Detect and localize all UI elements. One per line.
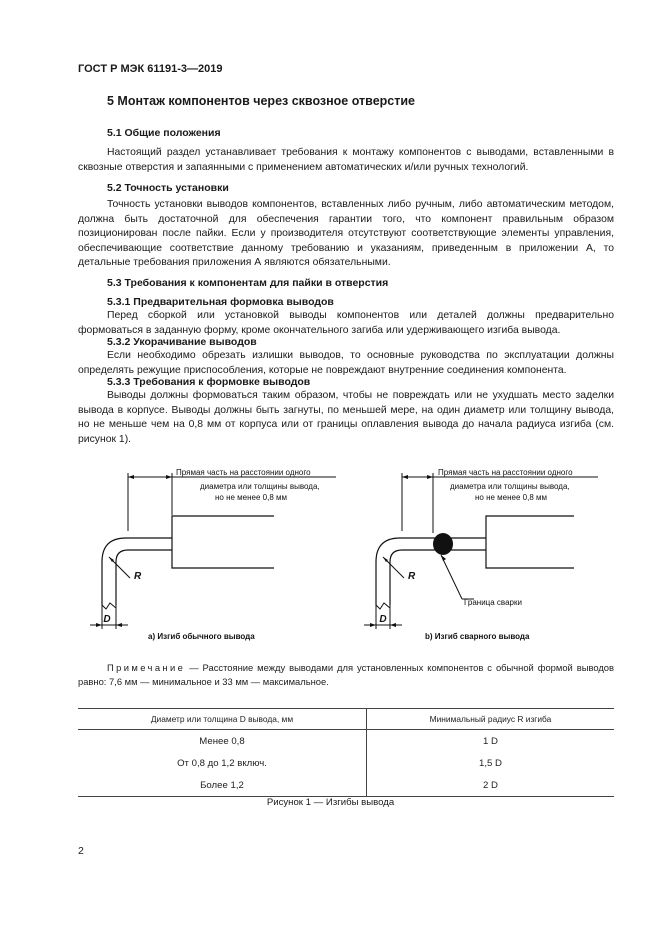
subsection-5-3-1-text: Перед сборкой или установкой выводы компонентов или деталей должны предварительно формоваться в заданную форму, кроме окончательного загиба или удерживающего изгиба вывода. bbox=[78, 310, 614, 336]
table-row bbox=[78, 730, 614, 753]
component-body-a bbox=[172, 516, 274, 568]
d-label-b: D bbox=[379, 614, 387, 625]
caption-a: а) Изгиб обычного вывода bbox=[148, 632, 255, 641]
diagram-a bbox=[90, 468, 336, 641]
note-label: Примечание bbox=[107, 662, 186, 673]
table-cell: От 0,8 до 1,2 включ. bbox=[177, 757, 267, 769]
page-number: 2 bbox=[78, 845, 84, 857]
subsection-5-3-title: 5.3 Требования к компонентам для пайки в отверстия bbox=[107, 277, 389, 289]
table-cell: 1 D bbox=[366, 730, 614, 753]
subsection-5-3-2-text: Если необходимо обрезать излишки выводов, то основные руководства по эксплуатации должны определять режущие приспособления, которые не повреждают внутренние соединения компонента. bbox=[78, 350, 614, 376]
figure-note bbox=[78, 661, 614, 689]
subsection-5-3-2-title: 5.3.2 Укорачивание выводов bbox=[107, 336, 257, 348]
weld-bead bbox=[433, 533, 453, 555]
table-header-row bbox=[78, 709, 614, 730]
table-header-radius: Минимальный радиус R изгиба bbox=[366, 709, 614, 730]
radius-label-a: R bbox=[134, 571, 142, 582]
document-header: ГОСТ Р МЭК 61191-3—2019 bbox=[78, 63, 223, 75]
figure-caption: Рисунок 1 — Изгибы вывода bbox=[266, 797, 395, 808]
subsection-5-2-title: 5.2 Точность установки bbox=[107, 182, 229, 194]
dim-label-line3-a: но не менее 0,8 мм bbox=[215, 493, 288, 502]
dim-label-line2-a: диаметра или толщины вывода, bbox=[200, 482, 320, 491]
lead-bend-drawing bbox=[78, 465, 598, 645]
table-cell: 1,5 D bbox=[366, 752, 614, 774]
table-header-diameter: Диаметр или толщина D вывода, мм bbox=[78, 709, 366, 730]
lead-bend-figure bbox=[78, 465, 598, 650]
dim-label-line3-b: но не менее 0,8 мм bbox=[475, 493, 548, 502]
diagram-b bbox=[364, 468, 598, 641]
lead-outer-b bbox=[376, 538, 486, 605]
weld-boundary-label: Граница сварки bbox=[464, 598, 522, 607]
section-title: 5 Монтаж компонентов через сквозное отверстие bbox=[107, 94, 415, 108]
bend-radius-table bbox=[78, 708, 614, 797]
caption-b: b) Изгиб сварного вывода bbox=[425, 632, 530, 641]
table-cell: 2 D bbox=[366, 774, 614, 797]
dim-label-line1-a: Прямая часть на расстоянии одного bbox=[176, 468, 311, 477]
subsection-5-3-3-text: Выводы должны формоваться таким образом, чтобы не повреждать или не ухудшать место заделки вывода в корпусе. Выводы должны быть загнуты, по меньшей мере, на один диаметр или толщину вывода, но не меньше чем на 0,8 мм от корпуса или от границы оплавления вывода до начала радиуса изгиба (см. рисунок 1). bbox=[78, 390, 614, 445]
table-row bbox=[78, 774, 614, 797]
d-label-a: D bbox=[103, 614, 111, 625]
subsection-5-3-1-title: 5.3.1 Предварительная формовка выводов bbox=[107, 296, 334, 308]
table-cell: Менее 0,8 bbox=[199, 735, 245, 747]
subsection-5-3-3-title: 5.3.3 Требования к формовке выводов bbox=[107, 376, 311, 388]
table-cell: Более 1,2 bbox=[78, 774, 366, 797]
lead-break-a bbox=[102, 603, 116, 609]
table-row bbox=[78, 752, 614, 774]
dim-label-line2-b: диаметра или толщины вывода, bbox=[450, 482, 570, 491]
lead-inner-a bbox=[116, 550, 172, 605]
subsection-5-2-text: Точность установки выводов компонентов, вставленных либо ручным, либо автоматическим методом, должна быть достаточной для обеспечения гарантии того, что компонент правильным образом позиционирован после пайки. Если у производителя отсутствуют соответствующие элементы управления, обеспечивающие соответствие данному требованию и указаниям, приведенным в приложении А, то детальные требования приложения А являются обязательными. bbox=[78, 199, 614, 269]
component-body-b bbox=[486, 516, 574, 568]
lead-inner-b bbox=[390, 550, 486, 605]
dim-label-line1-b: Прямая часть на расстоянии одного bbox=[438, 468, 573, 477]
note-text: — Расстояние между выводами для установленных компонентов с обычной формой выводов равно: 7,6 мм — минимальное и 33 мм — максимальное. bbox=[78, 662, 614, 687]
radius-label-b: R bbox=[408, 571, 416, 582]
lead-break-b bbox=[376, 603, 390, 609]
subsection-5-1-title: 5.1 Общие положения bbox=[107, 127, 221, 139]
subsection-5-1-text: Настоящий раздел устанавливает требования к монтажу компонентов с выводами, вставленными в сквозные отверстия и запаянными с применением автоматических и/или ручных технологий. bbox=[78, 147, 614, 173]
weld-leader bbox=[441, 555, 462, 599]
